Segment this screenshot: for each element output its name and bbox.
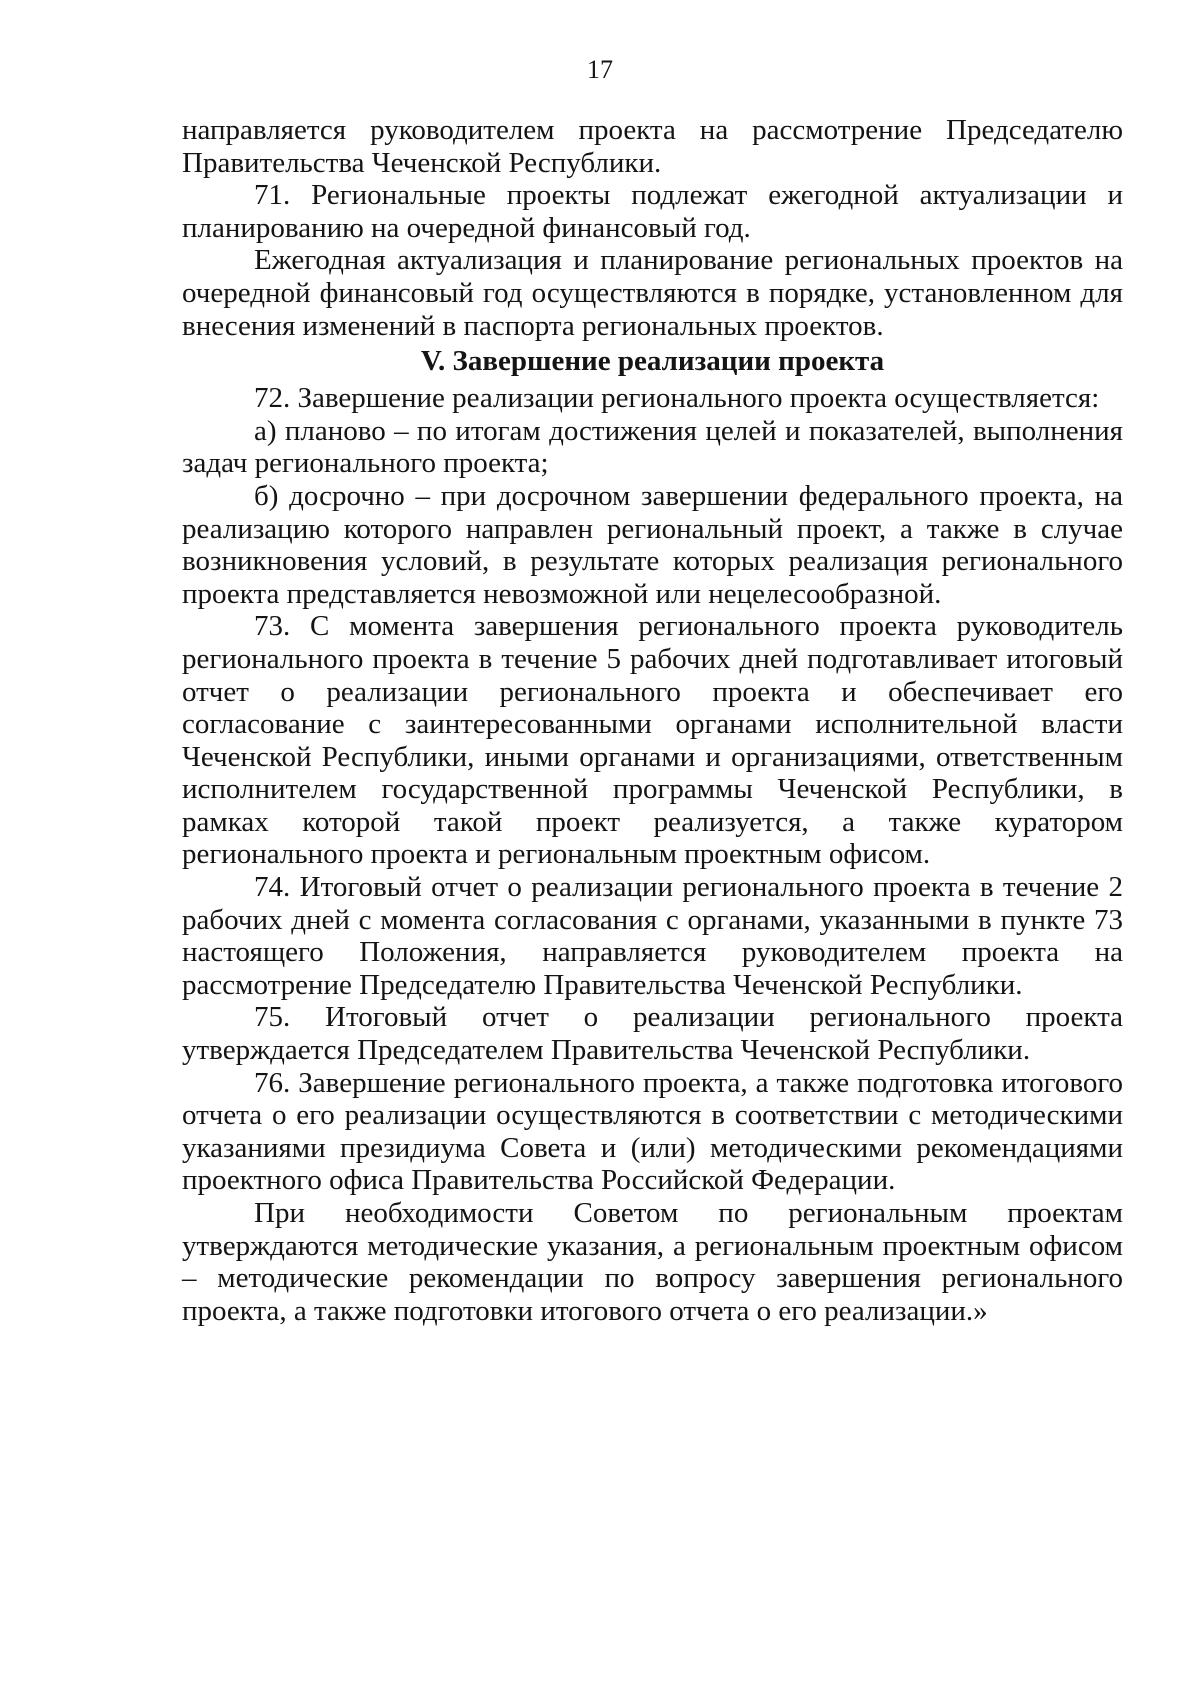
paragraph-annual-update: Ежегодная актуализация и планирование региональных проектов на очередной финансовый год осуществляются в порядке, установленном для внесения изменений в паспорта региональных проектов. (182, 244, 1123, 342)
document-body (182, 114, 1123, 1327)
page-number: 17 (587, 55, 613, 84)
paragraph-73: 73. С момента завершения регионального проекта руководитель регионального проекта в течение 5 рабочих дней подготавливает итоговый отчет о реализации регионального проекта и обеспечивает его согласование с заинтересованными органами исполнительной власти Чеченской Республики, иными органами и организациями, ответственным исполнителем государственной программы Чеченской Республики, в рамках которой такой проект реализуется, а также куратором регионального проекта и региональным проектным офисом. (182, 610, 1123, 871)
paragraph-76: 76. Завершение регионального проекта, а также подготовка итогового отчета о его реализации осуществляются в соответствии с методическими указаниями президиума Совета и (или) методическими рекомендациями проектного офиса Правительства Российской Федерации. (182, 1066, 1123, 1197)
section-heading: V. Завершение реализации проекта (420, 345, 885, 378)
paragraph-72: 72. Завершение реализации регионального проекта осуществляется: (254, 382, 1100, 415)
paragraph-72-b: б) досрочно – при досрочном завершении федерального проекта, на реализацию которого направлен региональный проект, а также в случае возникновения условий, в результате которых реализация регионального проекта представляется невозможной или нецелесообразной. (182, 479, 1123, 610)
paragraph-continuation: направляется руководителем проекта на рассмотрение Председателю Правительства Чеченской Республики. (182, 114, 1123, 179)
paragraph-final: При необходимости Советом по региональным проектам утверждаются методические указания, а региональным проектным офисом – методические рекомендации по вопросу завершения регионального проекта, а также подготовки итогового отчета о его реализации.» (182, 1197, 1123, 1327)
paragraph-72-a: а) планово – по итогам достижения целей и показателей, выполнения задач регионального проекта; (182, 414, 1123, 480)
paragraph-75: 75. Итоговый отчет о реализации регионального проекта утверждается Председателем Правительства Чеченской Республики. (182, 1001, 1123, 1067)
paragraph-71: 71. Региональные проекты подлежат ежегодной актуализации и планированию на очередной финансовый год. (182, 179, 1123, 244)
paragraph-74: 74. Итоговый отчет о реализации регионального проекта в течение 2 рабочих дней с момента согласования с органами, указанными в пункте 73 настоящего Положения, направляется руководителем проекта на рассмотрение Председателю Правительства Чеченской Республики. (182, 871, 1123, 1001)
